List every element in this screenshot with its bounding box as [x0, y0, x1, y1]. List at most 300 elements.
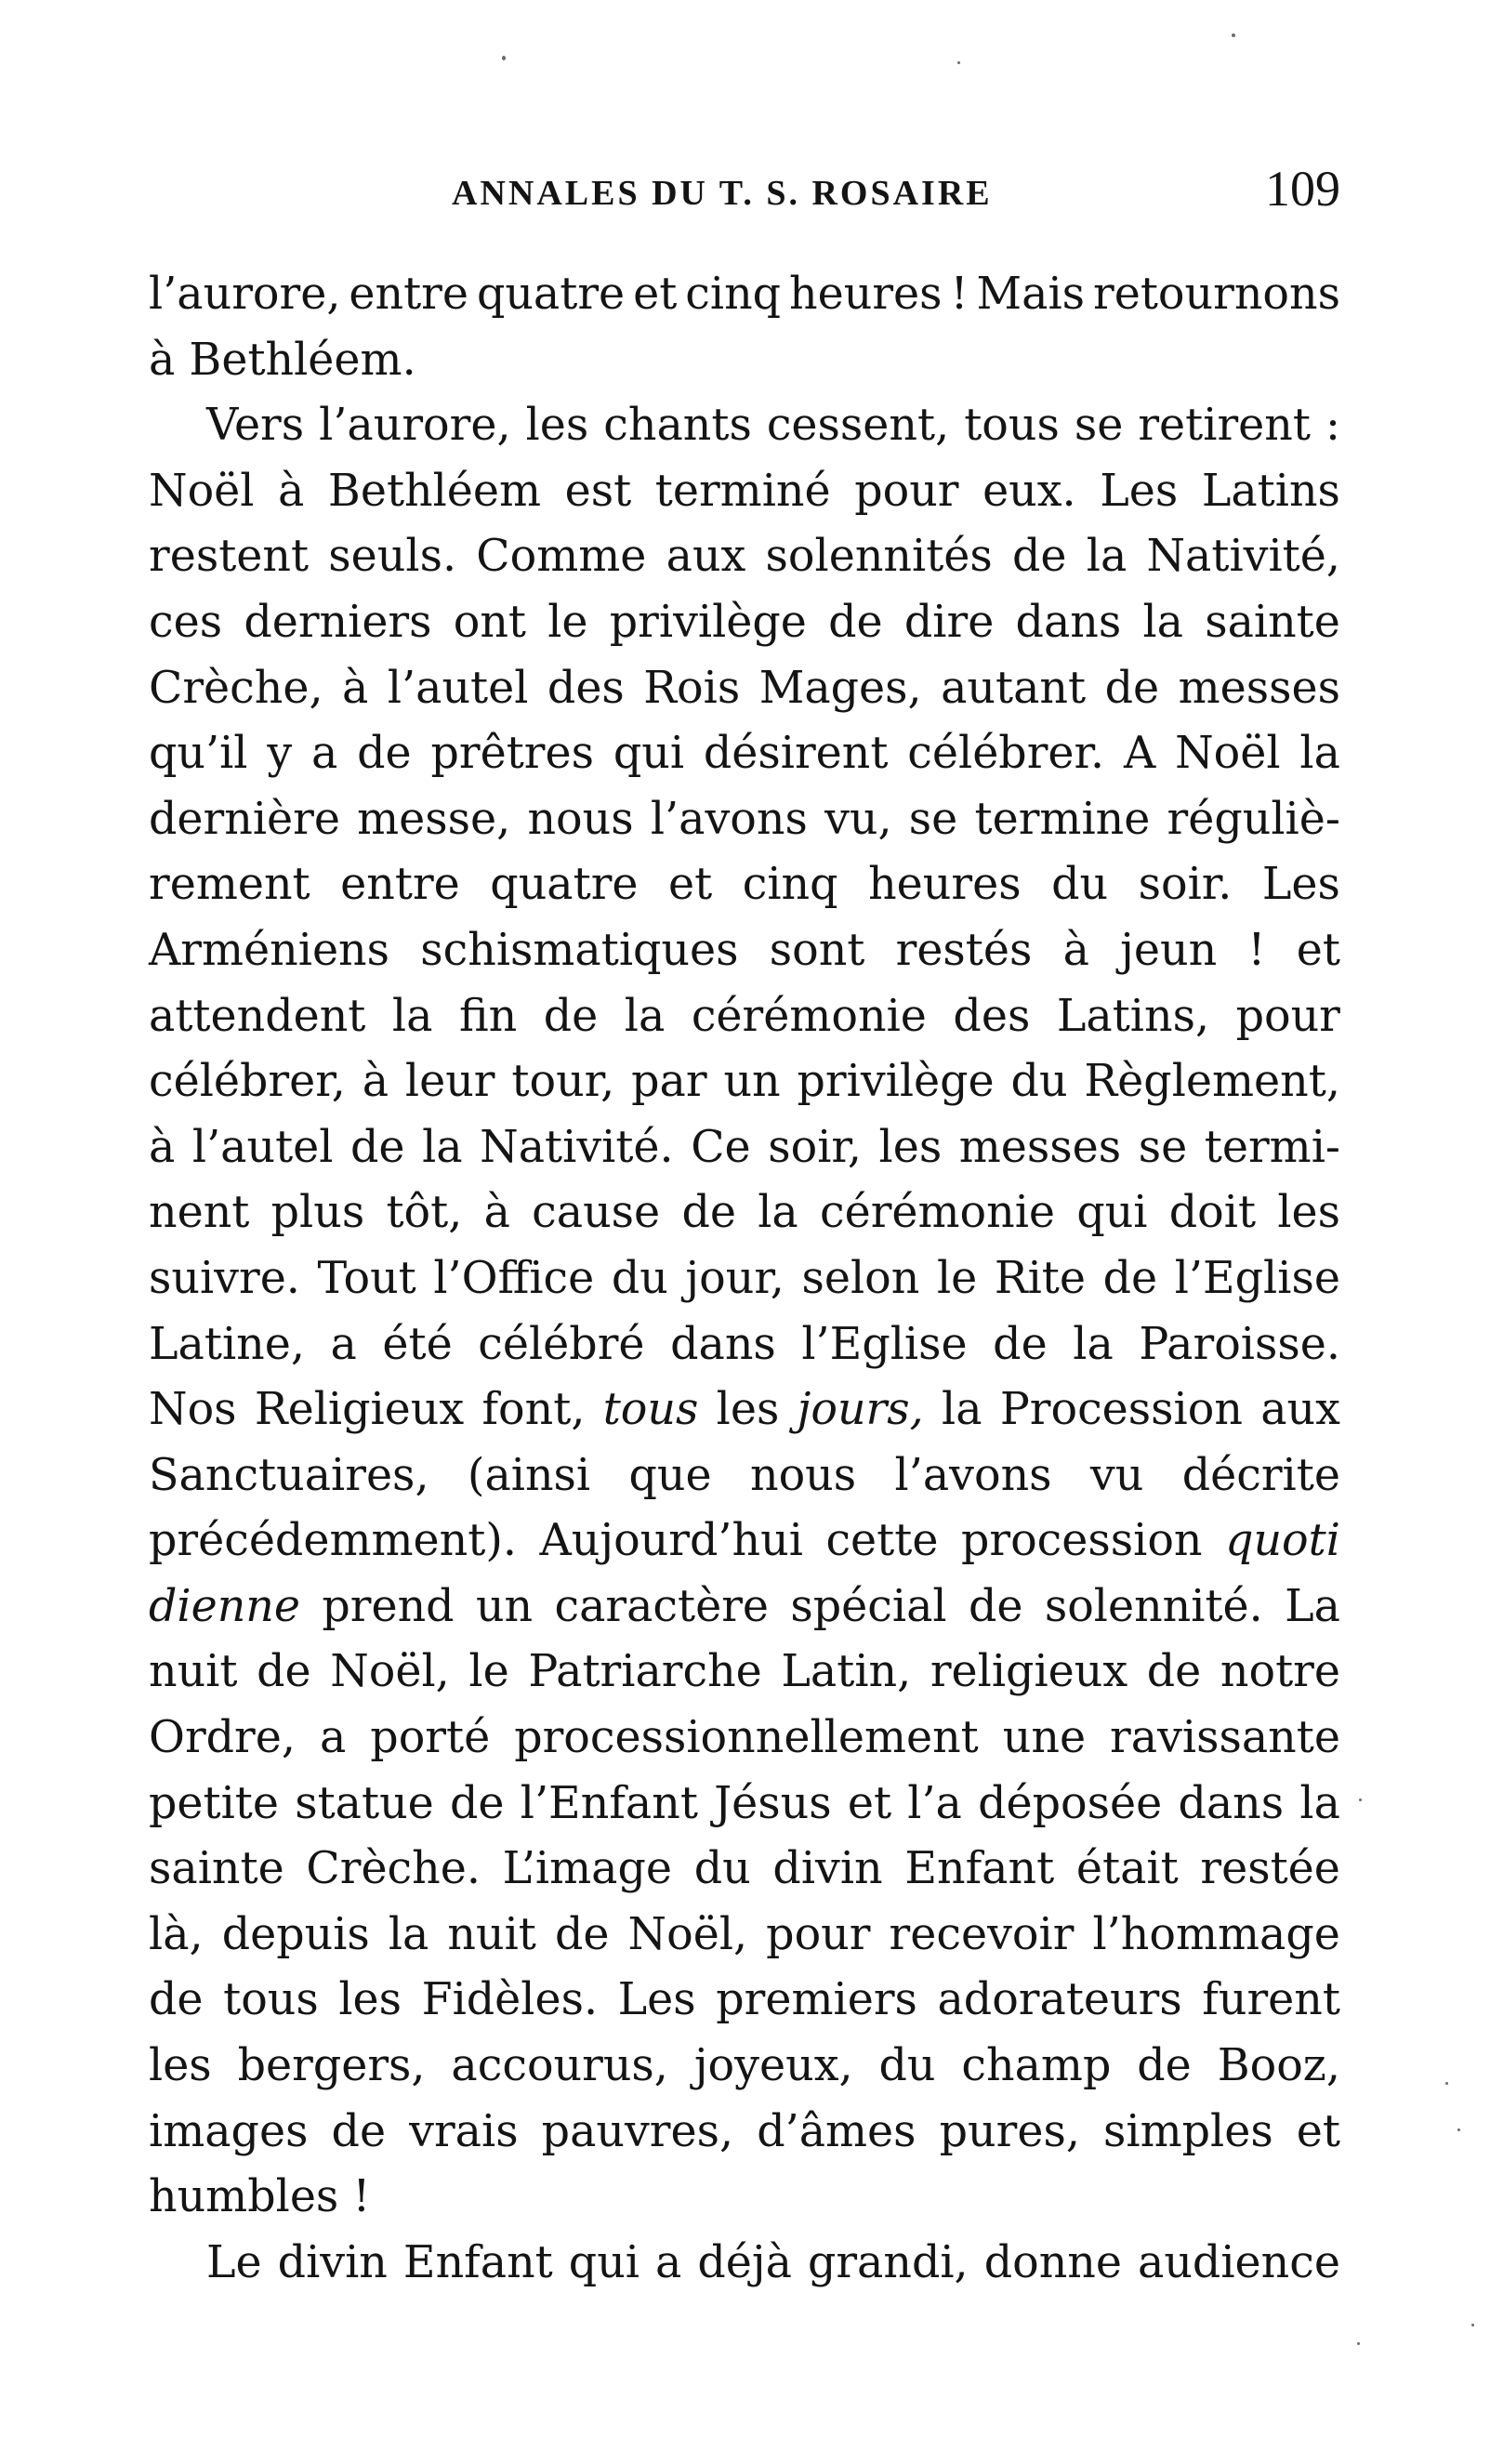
word: quoti — [1225, 1515, 1340, 1567]
word: cette — [825, 1515, 939, 1567]
word: la — [1142, 596, 1183, 648]
word: de — [1104, 662, 1160, 714]
word: a — [319, 1712, 347, 1764]
word: a — [655, 2236, 682, 2288]
word: L’image — [502, 1843, 672, 1895]
running-head: ANNALES DU T. S. ROSAIRE — [452, 174, 993, 213]
word: l’aurore, — [319, 400, 511, 452]
word: retournons — [1093, 269, 1340, 320]
word: l’autel — [191, 1121, 334, 1173]
word: pures, — [939, 2105, 1080, 2157]
word: nent — [149, 1187, 250, 1239]
text-line — [149, 2034, 1340, 2100]
word: jeun — [1120, 924, 1218, 976]
word: processionnellement — [514, 1712, 979, 1764]
word: Latine, — [149, 1318, 305, 1370]
text-line — [149, 524, 1340, 590]
word: donne — [983, 2236, 1122, 2288]
word: pour — [766, 1908, 871, 1960]
word: A — [1123, 728, 1156, 780]
word: les — [716, 1384, 780, 1436]
word: été — [382, 1318, 453, 1370]
word: ont — [453, 596, 527, 648]
word: (ainsi — [467, 1449, 591, 1501]
word: aux — [1260, 1384, 1340, 1436]
word: seuls. — [328, 531, 457, 583]
text-line — [149, 1443, 1340, 1509]
word: chants — [603, 400, 752, 452]
word: nuit — [447, 1908, 536, 1960]
word: prêtres — [430, 728, 595, 780]
word: soir. — [1138, 859, 1233, 911]
word: l’autel — [387, 662, 529, 714]
word: Ordre, — [149, 1712, 296, 1764]
word: entre — [340, 859, 460, 911]
word: du — [1010, 1056, 1068, 1108]
word: Jésus — [714, 1777, 832, 1829]
word: heures — [789, 269, 943, 320]
word: Crèche. — [306, 1843, 481, 1895]
word: pour — [854, 465, 959, 517]
word: dernière — [149, 793, 340, 845]
word: un — [475, 1580, 534, 1632]
word: Latins — [1201, 465, 1340, 517]
word: doit — [1168, 1187, 1257, 1239]
word: Vers — [206, 400, 305, 452]
word: à — [362, 1056, 389, 1108]
word: le — [936, 1252, 978, 1304]
text-line — [149, 1312, 1340, 1378]
word: messe, — [357, 793, 511, 845]
text-line — [149, 1049, 1340, 1115]
word: les — [338, 1974, 402, 2026]
word: l’Office — [433, 1252, 595, 1304]
word: solennités — [765, 531, 993, 583]
word: leur — [404, 1056, 495, 1108]
text-line — [149, 2231, 1340, 2297]
word: recevoir — [889, 1908, 1075, 1960]
text-line — [149, 1772, 1340, 1838]
word: quatre — [490, 859, 639, 911]
word: jours, — [797, 1384, 924, 1436]
word: bergers, — [237, 2040, 426, 2092]
text-line — [149, 2100, 1340, 2166]
text-line — [149, 1377, 1340, 1443]
word: la — [624, 990, 666, 1042]
word: selon — [801, 1252, 920, 1304]
word: Fidèles. — [421, 1974, 599, 2026]
text-line — [149, 918, 1340, 984]
word: notre — [1220, 1646, 1340, 1698]
word: privilège — [609, 596, 807, 648]
word: les — [1277, 1187, 1340, 1239]
word: cérémonie — [691, 990, 927, 1042]
word: une — [1002, 1712, 1087, 1764]
word: suivre. — [149, 1252, 300, 1304]
word: des — [547, 662, 625, 714]
body-text — [149, 262, 1340, 2296]
word: restée — [1200, 1843, 1340, 1895]
word: du — [693, 1843, 751, 1895]
word: joyeux, — [693, 2040, 853, 2092]
text-line — [149, 721, 1340, 787]
word: statue — [295, 1777, 434, 1829]
word: et — [668, 859, 713, 911]
word: célébrer, — [149, 1056, 346, 1108]
text-line — [149, 1640, 1340, 1706]
word: à — [149, 1121, 176, 1173]
word: jour, — [685, 1252, 785, 1304]
word: retirent — [1138, 400, 1311, 452]
word: Religieux — [254, 1384, 465, 1436]
word: l’avons — [650, 793, 808, 845]
text-line — [149, 1903, 1340, 1969]
word: cinq — [742, 859, 838, 911]
text-line — [149, 1837, 1340, 1903]
word: Latin, — [781, 1646, 912, 1698]
word: Nativité, — [1146, 531, 1340, 583]
word: Noël — [1175, 728, 1281, 780]
word: et — [633, 269, 678, 320]
word: la — [758, 1187, 798, 1239]
word: la — [422, 1121, 463, 1173]
text-line — [149, 2165, 1340, 2231]
word: de — [554, 1908, 610, 1960]
word: Règlement, — [1084, 1056, 1340, 1108]
word: de — [1137, 2040, 1192, 2092]
word: se — [1074, 400, 1124, 452]
word: déposée — [978, 1777, 1163, 1829]
text-line — [149, 328, 1340, 394]
word: se — [1138, 1121, 1188, 1173]
word: fin — [458, 990, 518, 1042]
word: le — [547, 596, 588, 648]
word: Le — [206, 2236, 262, 2288]
word: termine — [974, 793, 1151, 845]
text-line — [149, 1180, 1340, 1246]
word: se — [908, 793, 958, 845]
word: précédemment). — [149, 1515, 517, 1567]
word: Mages, — [758, 662, 922, 714]
word: derniers — [244, 596, 432, 648]
word: furent — [1202, 1974, 1340, 2026]
word: quatre — [476, 269, 626, 320]
word: réguliè- — [1167, 793, 1340, 845]
word: dienne — [149, 1580, 301, 1632]
word: ces — [149, 596, 223, 648]
word: la — [1299, 728, 1340, 780]
word: Arméniens — [149, 924, 390, 976]
word: restés — [895, 924, 1033, 976]
word: qui — [1076, 1187, 1148, 1239]
word: plus — [270, 1187, 365, 1239]
text-line — [149, 1509, 1340, 1575]
word: tous — [602, 1384, 699, 1436]
word: ! — [950, 269, 969, 320]
word: Booz, — [1217, 2040, 1340, 2092]
word: Patriarche — [528, 1646, 762, 1698]
word: du — [1051, 859, 1109, 911]
word: attendent — [149, 990, 366, 1042]
word: Bethléem — [327, 465, 542, 517]
word: solennité. — [1044, 1580, 1263, 1632]
word: dans — [1178, 1777, 1285, 1829]
word: sont — [769, 924, 865, 976]
word: Tout — [317, 1252, 416, 1304]
word: de — [993, 1318, 1048, 1370]
word: font, — [481, 1384, 586, 1436]
word: divin — [277, 2236, 388, 2288]
word: Enfant — [402, 2236, 553, 2288]
text-line — [149, 1575, 1340, 1640]
word: tôt, — [386, 1187, 463, 1239]
text-line — [149, 1246, 1340, 1312]
word: audience — [1138, 2236, 1340, 2288]
word: cérémonie — [819, 1187, 1056, 1239]
word: célébrer. — [907, 728, 1105, 780]
word: autant — [941, 662, 1087, 714]
word: Les — [1100, 465, 1179, 517]
word: les — [525, 400, 589, 452]
word: Nos — [149, 1384, 237, 1436]
word: entre — [349, 269, 468, 320]
word: simples — [1103, 2105, 1273, 2157]
word: de — [350, 1121, 405, 1173]
word: tous — [223, 1974, 319, 2026]
word: des — [953, 990, 1031, 1042]
word: de — [681, 1187, 736, 1239]
word: cause — [532, 1187, 661, 1239]
word: la — [1086, 531, 1127, 583]
word: nous — [527, 793, 634, 845]
word: images — [149, 2105, 309, 2157]
page-header — [149, 160, 1340, 225]
word: privilège — [797, 1056, 995, 1108]
word: tour, — [511, 1056, 615, 1108]
scan-speck — [1471, 2324, 1474, 2326]
word: et — [847, 1777, 892, 1829]
word: que — [628, 1449, 712, 1501]
word: y — [267, 728, 293, 780]
word: spécial — [790, 1580, 947, 1632]
word: accourus, — [451, 2040, 668, 2092]
word: et — [1296, 924, 1340, 976]
word: de — [828, 596, 883, 648]
word: un — [723, 1056, 781, 1108]
word: : — [1325, 400, 1340, 452]
word: tous — [964, 400, 1060, 452]
word: sainte — [1205, 596, 1340, 648]
word: la — [1073, 1318, 1114, 1370]
scan-speck — [502, 56, 506, 60]
word: Nativité. — [480, 1121, 674, 1173]
word: est — [564, 465, 632, 517]
word: procession — [960, 1515, 1203, 1567]
word: Noël — [149, 465, 255, 517]
word: rement — [149, 859, 310, 911]
word: Noël, — [330, 1646, 450, 1698]
word: Sanctuaires, — [149, 1449, 429, 1501]
word: désirent — [703, 728, 889, 780]
word: adorateurs — [937, 1974, 1182, 2026]
scan-speck — [1359, 1799, 1362, 1801]
word: à — [1062, 924, 1089, 976]
word: Enfant — [904, 1843, 1055, 1895]
word: la — [942, 1384, 982, 1436]
word: d’âmes — [757, 2105, 916, 2157]
word: Rois — [643, 662, 741, 714]
word: Mais — [976, 269, 1086, 320]
text-line — [149, 590, 1340, 656]
word: ! — [1247, 924, 1266, 976]
word: de — [1102, 1252, 1158, 1304]
word: l’Enfant — [520, 1777, 698, 1829]
word: soir, — [768, 1121, 862, 1173]
word: ! — [352, 2171, 371, 2223]
word: Ce — [691, 1121, 751, 1173]
word: de — [1012, 531, 1067, 583]
word: à — [342, 662, 369, 714]
scan-speck — [1445, 2082, 1448, 2085]
word: déjà — [697, 2236, 792, 2288]
word: Rite — [994, 1252, 1086, 1304]
word: vu, — [824, 793, 892, 845]
word: dans — [670, 1318, 776, 1370]
word: célébré — [478, 1318, 645, 1370]
text-line — [149, 1706, 1340, 1772]
word: pour — [1235, 990, 1340, 1042]
word: depuis — [221, 1908, 370, 1960]
word: l’Eglise — [801, 1318, 968, 1370]
word: eux. — [982, 465, 1076, 517]
scan-speck — [957, 61, 960, 64]
word: schismatiques — [420, 924, 739, 976]
word: qui — [568, 2236, 640, 2288]
scan-speck — [1232, 33, 1235, 37]
word: l’avons — [894, 1449, 1052, 1501]
word: Aujourd’hui — [539, 1515, 803, 1567]
word: les — [878, 1121, 943, 1173]
word: termi- — [1204, 1121, 1340, 1173]
word: la — [391, 990, 433, 1042]
word: Crèche, — [149, 662, 323, 714]
word: à — [149, 334, 190, 386]
word: grandi, — [807, 2236, 969, 2288]
word: Comme — [476, 531, 647, 583]
word: a — [330, 1318, 357, 1370]
word: religieux — [930, 1646, 1128, 1698]
word: de — [968, 1580, 1023, 1632]
word: de — [331, 2105, 387, 2157]
text-line — [149, 393, 1340, 459]
word: messes — [958, 1121, 1122, 1173]
word: humbles — [149, 2171, 353, 2223]
word: prend — [322, 1580, 455, 1632]
word: l’aurore, — [149, 269, 341, 320]
word: dire — [903, 596, 995, 648]
text-line — [149, 787, 1340, 853]
page-number: 109 — [1265, 161, 1340, 217]
text-line — [149, 1115, 1340, 1181]
word: qui — [613, 728, 685, 780]
word: aux — [666, 531, 746, 583]
word: champ — [961, 2040, 1112, 2092]
word: terminé — [654, 465, 831, 517]
word: cinq — [685, 269, 782, 320]
word: dans — [1015, 596, 1122, 648]
word: vu — [1089, 1449, 1144, 1501]
word: de — [450, 1777, 505, 1829]
word: l’a — [907, 1777, 962, 1829]
word: de — [257, 1646, 311, 1698]
word: nuit — [149, 1646, 238, 1698]
word: de — [543, 990, 599, 1042]
word: le — [468, 1646, 509, 1698]
word: du — [878, 2040, 936, 2092]
word: pauvres, — [541, 2105, 734, 2157]
text-line — [149, 984, 1340, 1050]
word: porté — [370, 1712, 491, 1764]
word: Paroisse. — [1139, 1318, 1340, 1370]
word: Noël, — [627, 1908, 748, 1960]
word: du — [611, 1252, 668, 1304]
word: de — [357, 728, 412, 780]
word: les — [149, 2040, 212, 2092]
word: caractère — [554, 1580, 770, 1632]
word: de — [1146, 1646, 1202, 1698]
word: cessent, — [766, 400, 950, 452]
word: et — [1296, 2105, 1340, 2157]
text-line — [149, 459, 1340, 525]
word: restent — [149, 531, 310, 583]
word: de — [149, 1974, 204, 2026]
text-line — [149, 262, 1340, 328]
word: La — [1285, 1580, 1340, 1632]
word: l’Eglise — [1174, 1252, 1340, 1304]
word: Bethléem. — [189, 334, 416, 386]
word: Les — [1261, 859, 1340, 911]
text-line — [149, 656, 1340, 722]
text-line — [149, 1968, 1340, 2034]
word: était — [1075, 1843, 1179, 1895]
word: Latins, — [1056, 990, 1210, 1042]
word: à — [483, 1187, 510, 1239]
word: heures — [868, 859, 1022, 911]
word: à — [278, 465, 305, 517]
word: sainte — [149, 1843, 284, 1895]
scan-speck — [1357, 2342, 1360, 2345]
word: l’hommage — [1092, 1908, 1340, 1960]
word: messes — [1178, 662, 1340, 714]
word: Procession — [999, 1384, 1243, 1436]
text-line — [149, 852, 1340, 918]
word: la — [388, 1908, 429, 1960]
word: nous — [749, 1449, 857, 1501]
word: premiers — [716, 1974, 917, 2026]
word: Les — [617, 1974, 696, 2026]
word: vrais — [409, 2105, 519, 2157]
word: qu’il — [149, 728, 248, 780]
word: décrite — [1181, 1449, 1340, 1501]
scan-speck — [1457, 2128, 1460, 2131]
word: petite — [149, 1777, 279, 1829]
word: a — [310, 728, 338, 780]
word: la — [1299, 1777, 1340, 1829]
word: divin — [772, 1843, 883, 1895]
word: ravissante — [1110, 1712, 1340, 1764]
word: par — [631, 1056, 707, 1108]
word: là, — [149, 1908, 204, 1960]
